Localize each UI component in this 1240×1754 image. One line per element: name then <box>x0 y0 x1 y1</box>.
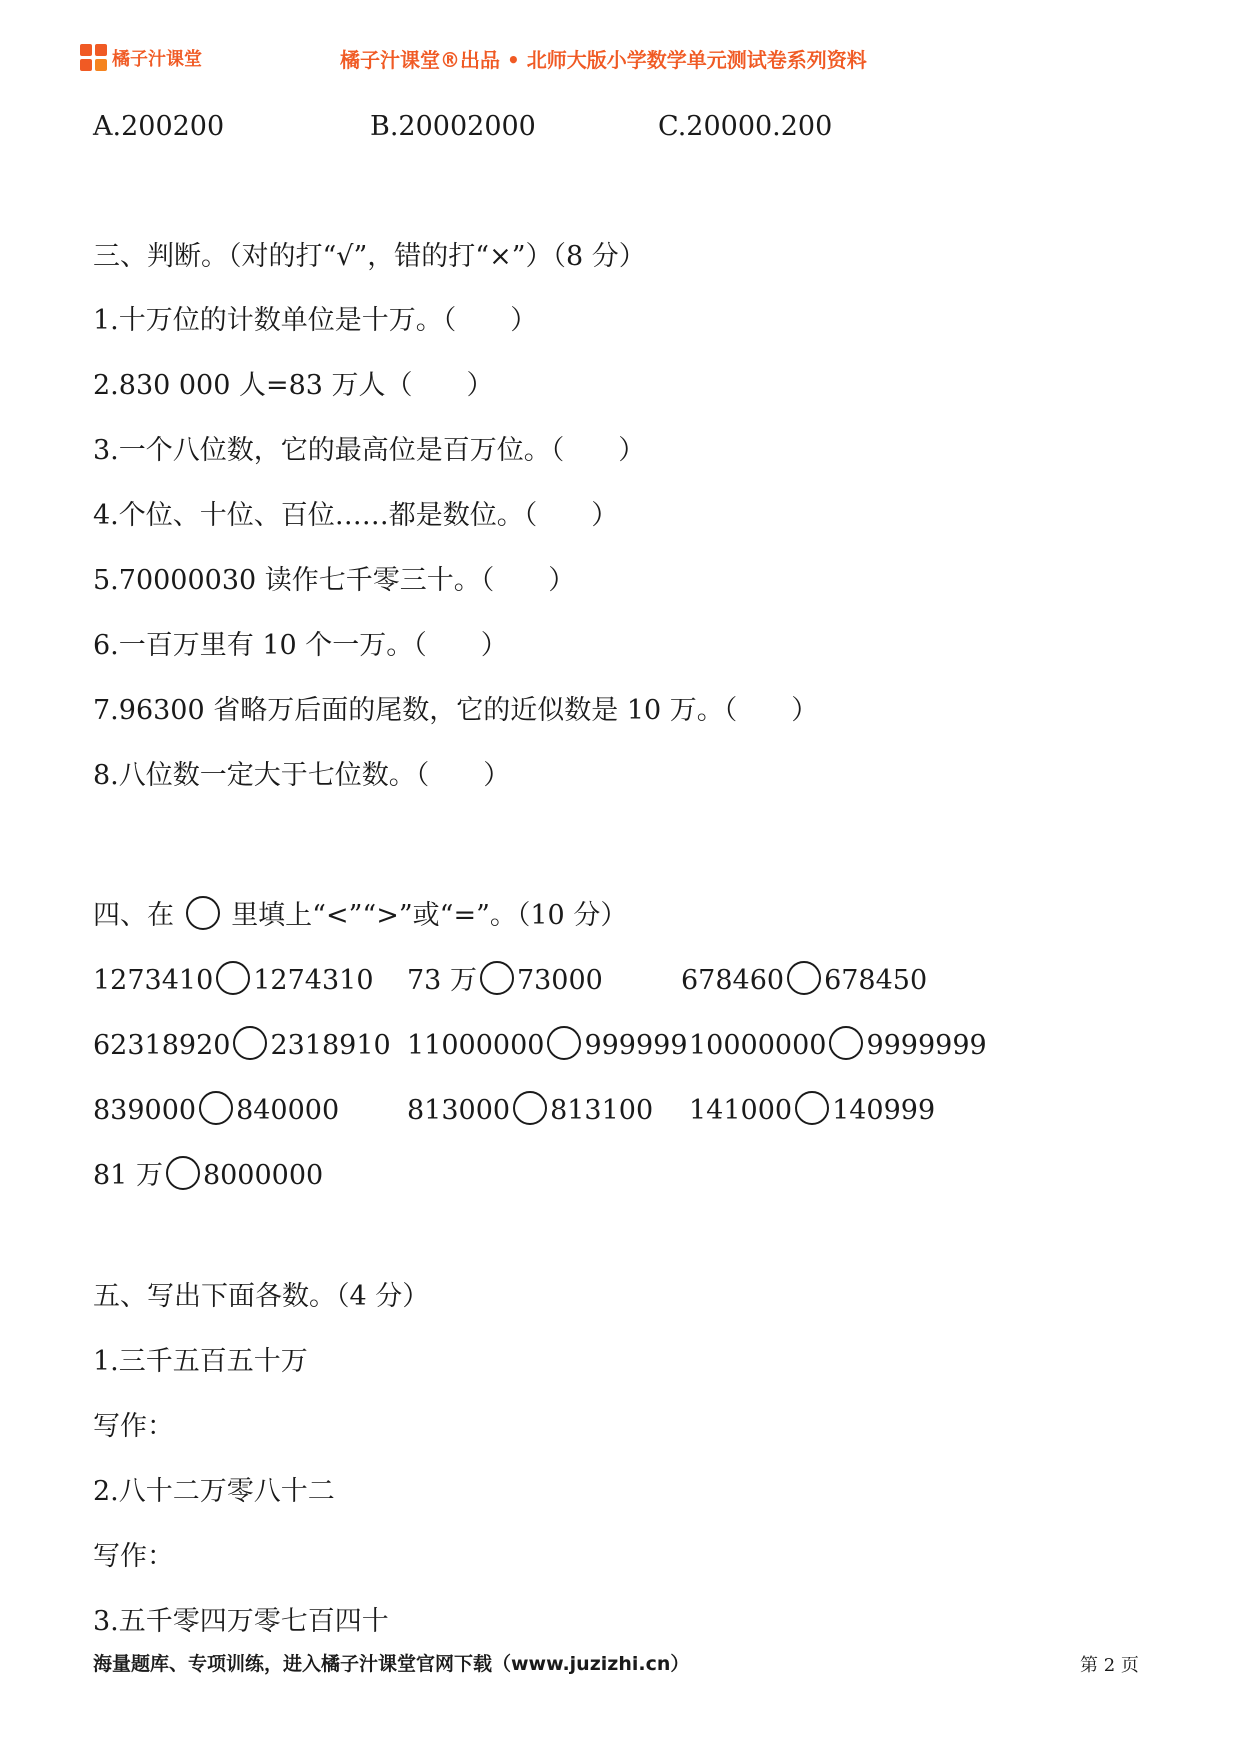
compare-right: 2318910 <box>270 1030 391 1061</box>
compare-left: 10000000 <box>689 1030 827 1061</box>
judge-item-8: 8.八位数一定大于七位数。（ ） <box>93 760 511 791</box>
choice-a: A.200200 <box>93 111 225 142</box>
write-item-3: 3.五千零四万零七百四十 <box>93 1606 389 1637</box>
compare-item-2 <box>407 961 603 998</box>
answer-circle[interactable] <box>547 1026 581 1060</box>
compare-item-5 <box>407 1026 688 1063</box>
compare-item-4 <box>93 1026 391 1063</box>
compare-item-3 <box>681 961 927 998</box>
section3-heading: 三、判断。（对的打“√”，错的打“×”）（8 分） <box>93 241 646 272</box>
compare-left: 678460 <box>681 965 785 996</box>
compare-item-8 <box>407 1091 653 1128</box>
compare-right: 678450 <box>824 965 928 996</box>
answer-circle[interactable] <box>199 1091 233 1125</box>
compare-left: 62318920 <box>93 1030 231 1061</box>
compare-right: 140999 <box>832 1095 936 1126</box>
choice-b: B.20002000 <box>370 111 536 142</box>
judge-item-6: 6.一百万里有 10 个一万。（ ） <box>93 630 508 661</box>
compare-left: 11000000 <box>407 1030 545 1061</box>
answer-circle[interactable] <box>233 1026 267 1060</box>
write-item-1: 1.三千五百五十万 <box>93 1346 308 1377</box>
logo-icon <box>80 44 108 72</box>
judge-item-5: 5.70000030 读作七千零三十。（ ） <box>93 565 576 596</box>
compare-right: 999999 <box>584 1030 688 1061</box>
section5-heading: 五、写出下面各数。（4 分） <box>93 1281 430 1312</box>
logo-text: 橘子汁课堂 <box>112 49 202 70</box>
compare-left: 813000 <box>407 1095 511 1126</box>
judge-item-4: 4.个位、十位、百位……都是数位。（ ） <box>93 500 619 531</box>
judge-item-1: 1.十万位的计数单位是十万。（ ） <box>93 305 538 336</box>
page-number: 第 2 页 <box>1080 1655 1139 1676</box>
write-item-2: 2.八十二万零八十二 <box>93 1476 335 1507</box>
compare-right: 840000 <box>236 1095 340 1126</box>
compare-item-1 <box>93 961 374 998</box>
section4-heading <box>93 896 627 933</box>
section4-heading-before: 四、在 <box>93 900 174 931</box>
answer-circle[interactable] <box>480 961 514 995</box>
answer-circle[interactable] <box>513 1091 547 1125</box>
compare-right: 9999999 <box>866 1030 987 1061</box>
compare-right: 73000 <box>516 965 603 996</box>
compare-item-7 <box>93 1091 339 1128</box>
compare-right: 813100 <box>550 1095 654 1126</box>
compare-item-10 <box>93 1156 323 1193</box>
compare-left: 141000 <box>689 1095 793 1126</box>
write-answer-label-1: 写作： <box>93 1411 174 1442</box>
header-title: 橘子汁课堂®出品 • 北师大版小学数学单元测试卷系列资料 <box>340 48 867 72</box>
answer-circle[interactable] <box>829 1026 863 1060</box>
compare-left: 839000 <box>93 1095 197 1126</box>
brand-logo <box>80 44 202 72</box>
compare-left: 1273410 <box>93 965 214 996</box>
compare-item-6 <box>689 1026 987 1063</box>
answer-circle-icon <box>186 896 220 930</box>
section4-heading-after: 里填上“<”“>”或“=”。（10 分） <box>231 900 628 931</box>
compare-left: 81 万 <box>93 1160 163 1191</box>
compare-right: 1274310 <box>253 965 374 996</box>
compare-right: 8000000 <box>202 1160 324 1191</box>
write-answer-label-2: 写作： <box>93 1541 174 1572</box>
compare-left: 73 万 <box>407 965 477 996</box>
footer-text: 海量题库、专项训练，进入橘子汁课堂官网下载（www.juzizhi.cn） <box>93 1653 690 1675</box>
answer-circle[interactable] <box>795 1091 829 1125</box>
answer-circle[interactable] <box>216 961 250 995</box>
judge-item-3: 3.一个八位数，它的最高位是百万位。（ ） <box>93 435 646 466</box>
judge-item-2: 2.830 000 人=83 万人（ ） <box>93 370 494 401</box>
choice-c: C.20000.200 <box>658 111 833 142</box>
answer-circle[interactable] <box>166 1156 200 1190</box>
judge-item-7: 7.96300 省略万后面的尾数，它的近似数是 10 万。（ ） <box>93 695 819 726</box>
compare-item-9 <box>689 1091 935 1128</box>
answer-circle[interactable] <box>787 961 821 995</box>
page-header <box>0 0 1240 90</box>
